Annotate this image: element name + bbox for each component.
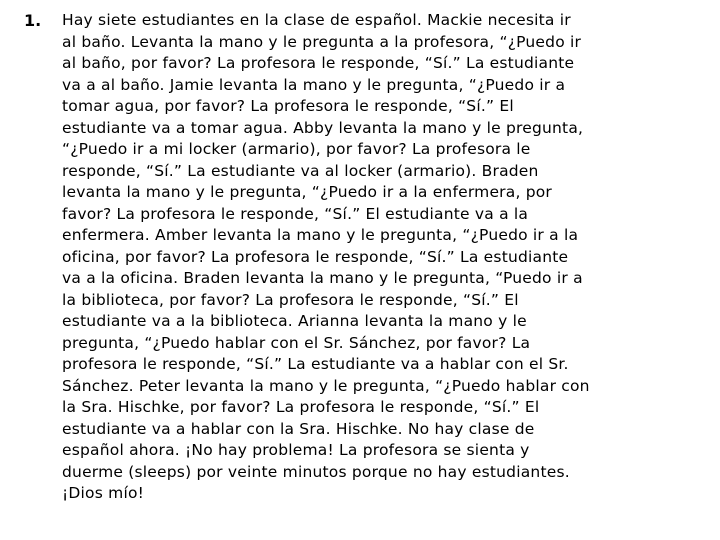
paragraph-line: al baño. Levanta la mano y le pregunta a la profesora, “¿Puedo ir [62,32,582,51]
paragraph-line: la biblioteca, por favor? La profesora le responde, “Sí.” El [62,290,519,309]
paragraph-line: va a al baño. Jamie levanta la mano y le pregunta, “¿Puedo ir a [62,75,566,94]
paragraph-line: responde, “Sí.” La estudiante va al locker (armario). Braden [62,161,539,180]
paragraph-line: la Sra. Hischke, por favor? La profesora le responde, “Sí.” El [62,398,540,416]
item-number: 1. [24,11,42,30]
paragraph-line: pregunta, “¿Puedo hablar con el Sr. Sánchez, por favor? La [62,333,531,352]
paragraph-line: tomar agua, por favor? La profesora le responde, “Sí.” El [62,97,514,115]
paragraph-line: Hay siete estudiantes en la clase de español. Mackie necesita ir [62,11,571,29]
paragraph-line: levanta la mano y le pregunta, “¿Puedo ir a la enfermera, por [62,183,553,201]
paragraph-line: enfermera. Amber levanta la mano y le pregunta, “¿Puedo ir a la [62,226,579,244]
paragraph-line: al baño, por favor? La profesora le responde, “Sí.” La estudiante [62,54,575,72]
paragraph-line: va a la oficina. Braden levanta la mano y le pregunta, “Puedo ir a [62,269,583,287]
paragraph-line: favor? La profesora le responde, “Sí.” El estudiante va a la [62,204,529,223]
paragraph-line: estudiante va a la biblioteca. Arianna levanta la mano y le [62,312,527,330]
paragraph-line: oficina, por favor? La profesora le responde, “Sí.” La estudiante [62,247,569,266]
paragraph-line: español ahora. ¡No hay problema! La profesora se sienta y [62,441,530,459]
story-paragraph [62,10,682,505]
paragraph-line: ¡Dios mío! [62,484,145,502]
paragraph-line: Sánchez. Peter levanta la mano y le pregunta, “¿Puedo hablar con [62,376,590,395]
paragraph-line: duerme (sleeps) por veinte minutos porque no hay estudiantes. [62,462,570,481]
paragraph-line: estudiante va a hablar con la Sra. Hischke. No hay clase de [62,419,535,438]
paragraph-line: profesora le responde, “Sí.” La estudiante va a hablar con el Sr. [62,355,569,373]
paragraph-line: estudiante va a tomar agua. Abby levanta la mano y le pregunta, [62,118,584,137]
paragraph-line: “¿Puedo ir a mi locker (armario), por favor? La profesora le [62,140,531,158]
